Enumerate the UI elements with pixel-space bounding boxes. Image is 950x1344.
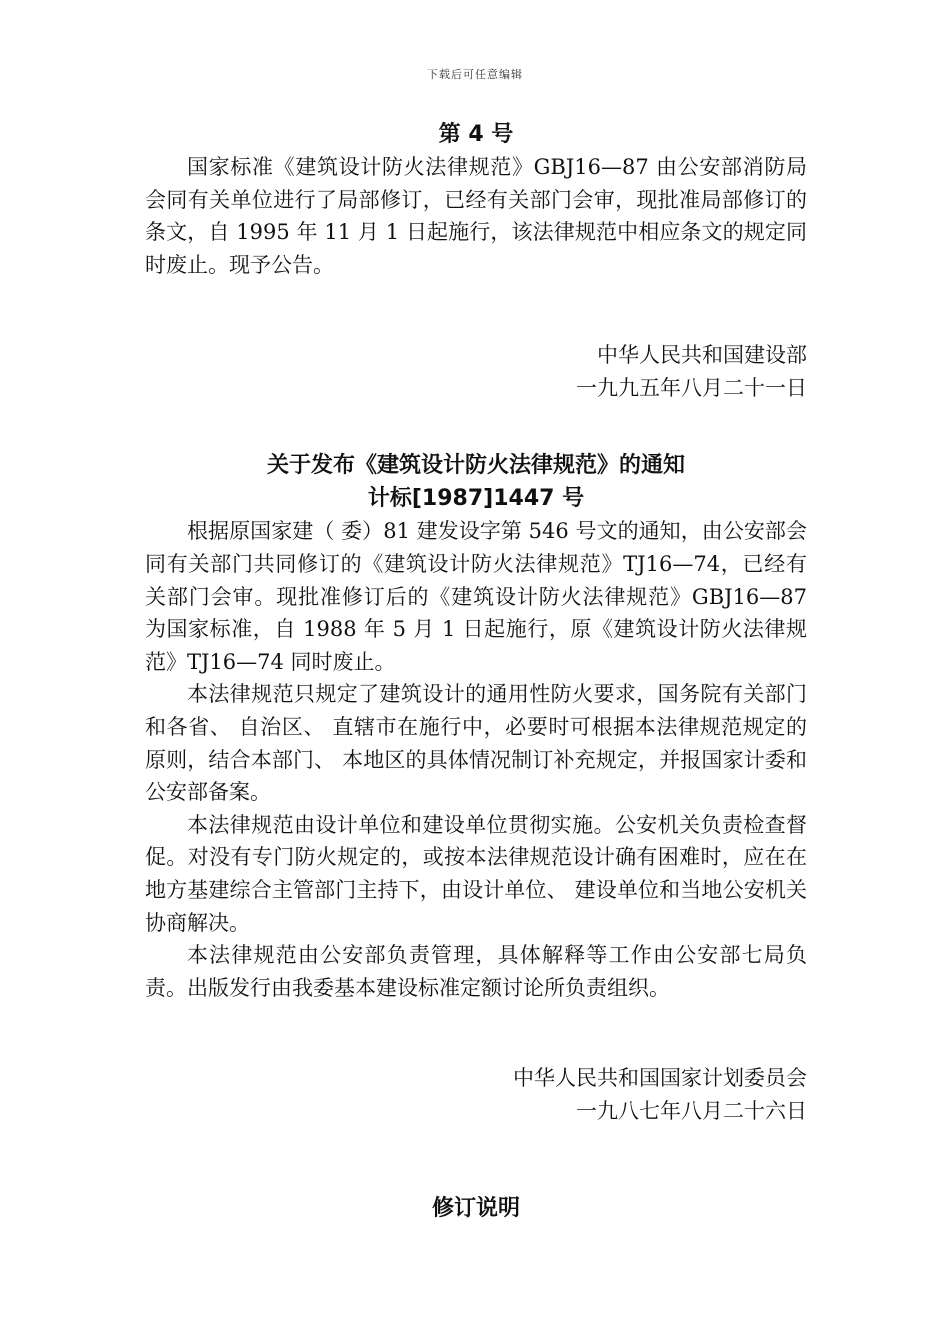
signature-date: 一九八七年八月二十六日 [576, 1099, 807, 1124]
notice-document-number: 计标[1987]1447 号 [367, 486, 585, 512]
header-note: 下载后可任意编辑 [427, 68, 523, 81]
notice-paragraph: 本法律规范由设计单位和建设单位贯彻实施。公安机关负责检查督促。对没有专门防火规定的，或按本法律规范设计确有困难时，应在在地方基建综合主管部门主持下，由设计单位、 建设单位和当地公安机关协商解决。 [145, 812, 807, 935]
revision-notes-title: 修订说明 [431, 1196, 520, 1222]
announcement-number-title: 第 4 号 [438, 122, 514, 147]
notice-paragraph: 本法律规范由公安部负责管理，具体解释等工作由公安部七局负责。出版发行由我委基本建设标准定额讨论所负责组织。 [145, 943, 807, 1000]
signature-date: 一九九五年八月二十一日 [576, 376, 807, 401]
notice-title: 关于发布《建筑设计防火法律规范》的通知 [266, 453, 685, 479]
signature-org: 中华人民共和国国家计划委员会 [513, 1066, 807, 1091]
document-body [145, 118, 807, 1225]
notice-paragraph: 根据原国家建（ 委）81 建发设字第 546 号文的通知，由公安部会同有关部门共同修订的《建筑设计防火法律规范》TJ16—74，已经有关部门会审。现批准修订后的《建筑设计防火法律规范》GBJ16—87 为国家标准，自 1988 年 5 月 1 日起施行，原《建筑设计防火法律规范》TJ16—74 同时废止。 [145, 519, 807, 674]
notice-paragraph: 本法律规范只规定了建筑设计的通用性防火要求，国务院有关部门和各省、 自治区、 直辖市在施行中，必要时可根据本法律规范规定的原则，结合本部门、 本地区的具体情况制订补充规定，并报国家计委和公安部备案。 [145, 682, 807, 805]
announcement-paragraph: 国家标准《建筑设计防火法律规范》GBJ16—87 由公安部消防局会同有关单位进行了局部修订，已经有关部门会审，现批准局部修订的条文，自 1995 年 11 月 1 日起施行，该法律规范中相应条文的规定同时废止。现予公告。 [145, 155, 807, 277]
signature-org: 中华人民共和国建设部 [597, 343, 807, 368]
